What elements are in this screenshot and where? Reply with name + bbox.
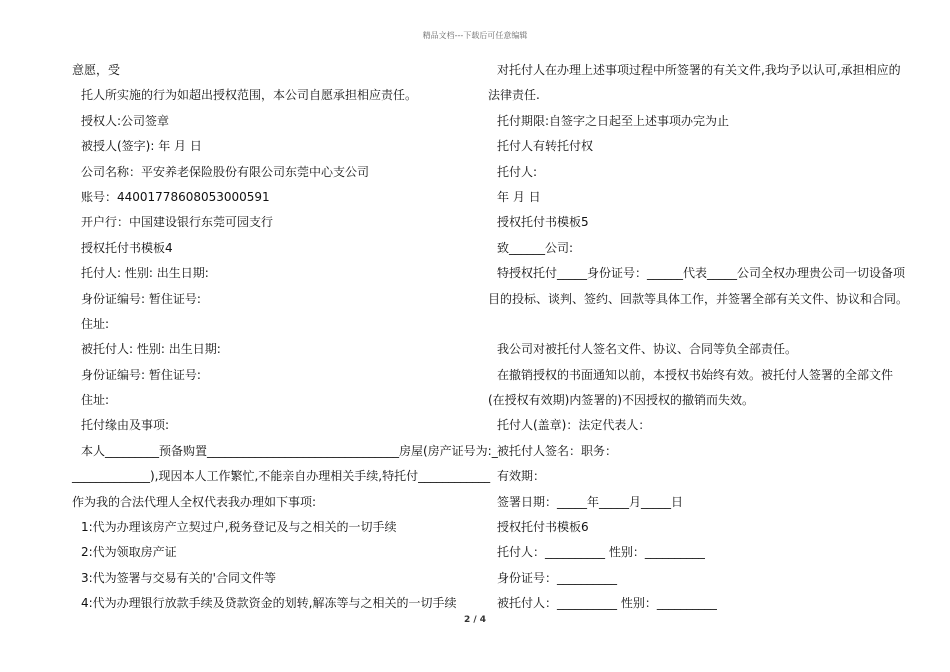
text-line: 3:代为签署与交易有关的'合同文件等 xyxy=(81,570,276,585)
text-line: 授权托付书模板4 xyxy=(81,240,173,255)
text-line: 对托付人在办理上述事项过程中所签署的有关文件,我均予以认可,承担相应的 xyxy=(497,63,901,77)
text-line: 授权托付书模板6 xyxy=(497,520,589,535)
text-line: 托付人(盖章)：法定代表人： xyxy=(497,418,651,433)
page-header: 精品文档---下载后可任意编辑 xyxy=(422,31,528,40)
text-line: 被授人(签字): 年 月 日 xyxy=(81,139,202,154)
text-line: 本人_________预备购置________________________________房屋(房产证号为:_ xyxy=(81,443,498,458)
text-line: 2:代为领取房产证 xyxy=(81,545,177,560)
text-line: 特授权托付_____身份证号：______代表_____公司全权办理贵公司一切设备项 xyxy=(497,266,906,281)
text-line: 被托付人: 性别: 出生日期: xyxy=(81,342,221,357)
text-line: 意愿，受 xyxy=(72,63,121,77)
text-line: 托付缘由及事项: xyxy=(81,418,170,433)
text-line: 开户行：中国建设银行东莞可园支行 xyxy=(81,215,274,230)
text-line: 身份证号：__________ xyxy=(497,570,618,585)
text-line: 账号：44001778608053000591 xyxy=(81,189,270,204)
left-column xyxy=(72,58,498,617)
text-line: 被托付人签名：职务： xyxy=(497,443,618,458)
text-line: 托人所实施的行为如超出授权范围，本公司自愿承担相应责任。 xyxy=(81,88,418,103)
text-line: 授权托付书模板5 xyxy=(497,215,589,230)
text-line: 住址: xyxy=(81,316,110,331)
text-line: 身份证编号: 暂住证号: xyxy=(81,291,201,306)
text-line: 托付人: 性别: 出生日期: xyxy=(81,266,209,281)
text-line: 目的投标、谈判、签约、回款等具体工作，并签署全部有关文件、协议和合同。 xyxy=(488,291,909,306)
page-number: 2 / 4 xyxy=(463,615,487,625)
text-line: 授权人:公司签章 xyxy=(81,113,170,128)
text-line: 托付人有转托付权 xyxy=(497,139,594,154)
text-line: 住址: xyxy=(81,393,110,408)
text-line: 托付人: xyxy=(497,164,538,179)
right-column xyxy=(488,58,909,617)
text-line: _____________),现因本人工作繁忙,不能亲自办理相关手续,特托付____________ xyxy=(72,469,491,484)
text-line: 签署日期：_____年_____月_____日 xyxy=(497,494,684,509)
text-line: 致______公司: xyxy=(497,240,574,255)
text-line: 1:代为办理该房产立契过户,税务登记及与之相关的一切手续 xyxy=(81,520,397,535)
text-line: 托付期限:自签字之日起至上述事项办完为止 xyxy=(497,113,730,128)
text-line: 4:代为办理银行放款手续及贷款资金的划转,解冻等与之相关的一切手续 xyxy=(81,596,457,611)
text-line: 身份证编号: 暂住证号: xyxy=(81,367,201,382)
text-line: 在撤销授权的书面通知以前，本授权书始终有效。被托付人签署的全部文件 xyxy=(497,367,894,382)
text-line: 年 月 日 xyxy=(497,189,541,204)
text-line: 托付人：__________ 性别：__________ xyxy=(497,545,705,560)
text-line xyxy=(488,312,888,337)
text-line: (在授权有效期)内签署的)不因授权的撤销而失效。 xyxy=(488,393,755,408)
text-line: 作为我的合法代理人全权代表我办理如下事项: xyxy=(72,494,317,509)
text-line: 公司名称：平安养老保险股份有限公司东莞中心支公司 xyxy=(81,164,370,179)
text-line: 法律责任. xyxy=(488,88,540,103)
text-line: 我公司对被托付人签名文件、协议、合同等负全部责任。 xyxy=(497,342,798,357)
text-line: 被托付人：__________ 性别：__________ xyxy=(497,596,717,611)
text-line: 有效期： xyxy=(497,469,546,484)
